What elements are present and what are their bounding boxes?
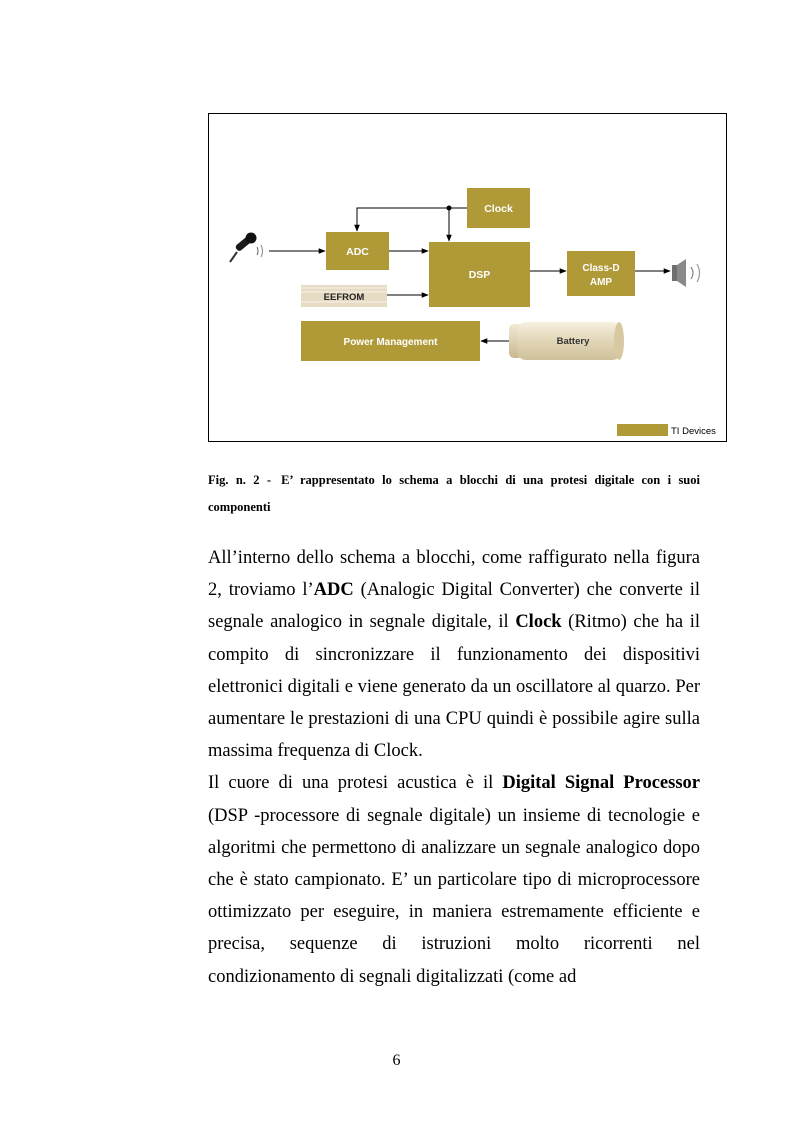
eeprom-label: EEFROM	[323, 292, 365, 303]
paragraph-dsp	[208, 767, 700, 992]
term-adc: ADC	[313, 580, 354, 601]
page-number: 6	[392, 1052, 401, 1069]
paragraph-text: (DSP -processore di segnale digitale) un insieme di tecnologie e algoritmi che permettono di analizzare un segnale analogico dopo che è stato campionato. E’ un particolare tipo di microprocessore ottimizzato per eseguire, in maniera estremamente efficiente e precisa, sequenze di istruzioni molto ricorrenti nel condizionamento di segnali digitalizzati (come ad	[208, 805, 700, 987]
body-text	[208, 542, 700, 993]
clock-label: Clock	[484, 203, 513, 215]
battery-label: Battery	[556, 336, 590, 347]
figure-caption-text: E’ rappresentato lo schema a blocchi di una protesi digitale con i suoi componenti	[208, 473, 700, 514]
adc-label: ADC	[346, 246, 369, 258]
amp-label-line2: AMP	[589, 277, 613, 288]
paragraph-adc-clock	[208, 542, 700, 767]
term-dsp: Digital Signal Processor	[502, 773, 700, 794]
clock-junction	[447, 206, 452, 211]
legend-label: TI Devices	[671, 426, 716, 437]
dsp-label: DSP	[468, 269, 491, 281]
microphone-icon	[230, 233, 263, 263]
paragraph-text: (Ritmo) che ha il compito di sincronizzare il funzionamento dei dispositivi elettronici digitali e viene generato da un oscillatore al quarzo. Per aumentare le prestazioni di una CPU quindi è possibile agire sulla massima frequenza di Clock.	[208, 612, 700, 762]
clock-line	[357, 208, 467, 231]
speaker-icon	[672, 259, 700, 287]
legend-swatch	[617, 424, 668, 436]
block-diagram-figure	[208, 113, 727, 442]
figure-caption	[208, 467, 700, 521]
amp-label-line1: Class-D	[582, 263, 620, 274]
term-clock: Clock	[515, 612, 562, 633]
paragraph-text: (Analogic Digital Converter) che converte il segnale analogico in segnale digitale, il	[208, 580, 700, 633]
power-management-label: Power Management	[343, 337, 438, 348]
paragraph-text: Il cuore di una protesi acustica è il	[208, 773, 503, 794]
block-diagram	[209, 114, 726, 441]
paragraph-text: All’interno dello schema a blocchi, come raffigurato nella figura 2, troviamo l’	[208, 548, 700, 601]
figure-caption-label: Fig. n. 2 -	[208, 473, 272, 487]
